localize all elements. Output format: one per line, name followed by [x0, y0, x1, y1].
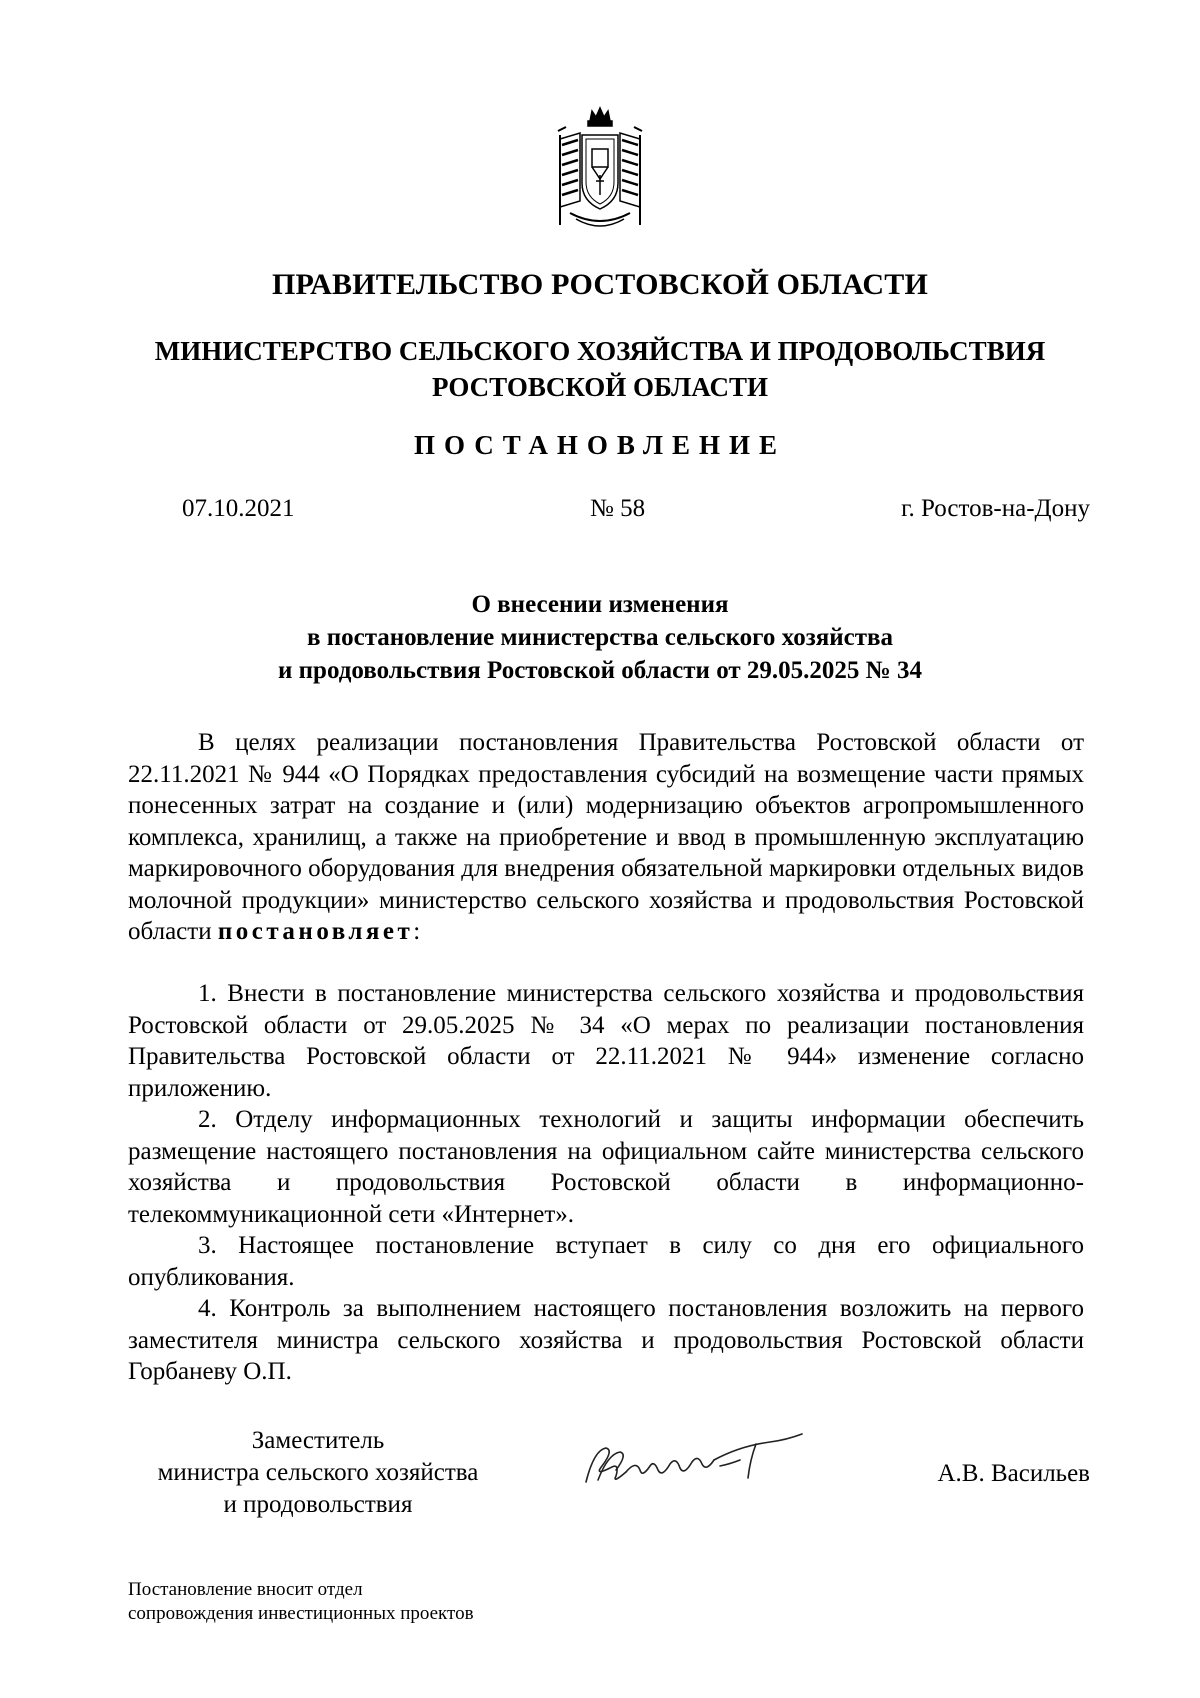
footer-note: [128, 1578, 474, 1626]
preamble: [128, 727, 1084, 948]
footer-line1: Постановление вносит отдел: [128, 1579, 363, 1600]
ministry-title-line2: РОСТОВСКОЙ ОБЛАСТИ: [432, 372, 768, 402]
ministry-title-line1: МИНИСТЕРСТВО СЕЛЬСКОГО ХОЗЯЙСТВА И ПРОДОВОЛЬСТВИЯ: [154, 336, 1046, 366]
signatory-title-line3: и продовольствия: [223, 1491, 413, 1518]
decree-item: 1. Внести в постановление министерства сельского хозяйства и продовольствия Ростовской области от 29.05.2025 № 34 «О мерах по реализации постановления Правительства Ростовской области от 22.11.2021 № 944» изменение согласно приложению.: [128, 980, 1084, 1102]
decrees-word: постановляет: [217, 918, 414, 945]
ministry-title: [0, 333, 1200, 405]
document-number: № 58: [590, 495, 646, 522]
document-date: 07.10.2021: [182, 495, 295, 522]
government-title: ПРАВИТЕЛЬСТВО РОСТОВСКОЙ ОБЛАСТИ: [271, 268, 929, 301]
document-city: г. Ростов-на-Дону: [901, 495, 1090, 522]
subject-line3: и продовольствия Ростовской области от 29.05.2025 № 34: [277, 657, 923, 684]
signatory-title: [128, 1425, 508, 1521]
decree-item: 3. Настоящее постановление вступает в силу со дня его официального опубликования.: [128, 1232, 1084, 1291]
preamble-colon: :: [413, 918, 421, 945]
subject-line1: О внесении изменения: [471, 591, 729, 618]
signatory-title-line2: министра сельского хозяйства: [157, 1459, 479, 1486]
document-subject: [0, 588, 1200, 687]
subject-line2: в постановление министерства сельского хозяйства: [306, 624, 894, 651]
decree-item: 2. Отделу информационных технологий и защиты информации обеспечить размещение настоящего постановления на официальном сайте министерства сельского хозяйства и продовольствия Ростовской области в информационно-телекоммуникационной сети «Интернет».: [128, 1106, 1084, 1228]
preamble-text: В целях реализации постановления Правительства Ростовской области от 22.11.2021 № 944 «О Порядках предоставления субсидий на возмещение части прямых понесенных затрат на создание и (или) модернизацию объектов агропромышленного комплекса, хранилищ, а также на приобретение и ввод в промышленную эксплуатацию маркировочного оборудования для внедрения обязательной маркировки отдельных видов молочной продукции» министерство сельского хозяйства и продовольствия Ростовской области: [128, 729, 1084, 945]
handwritten-signature-icon: [580, 1420, 810, 1500]
coat-of-arms-icon: [552, 105, 648, 237]
decree-items: [128, 978, 1084, 1388]
document-type: ПОСТАНОВЛЕНИЕ: [413, 430, 787, 460]
signatory-title-line1: Заместитель: [251, 1427, 385, 1454]
decree-item: 4. Контроль за выполнением настоящего постановления возложить на первого заместителя министра сельского хозяйства и продовольствия Ростовской области Горбаневу О.П.: [128, 1295, 1084, 1385]
signatory-name: А.В. Васильев: [937, 1460, 1090, 1487]
footer-line2: сопровождения инвестиционных проектов: [128, 1603, 474, 1624]
